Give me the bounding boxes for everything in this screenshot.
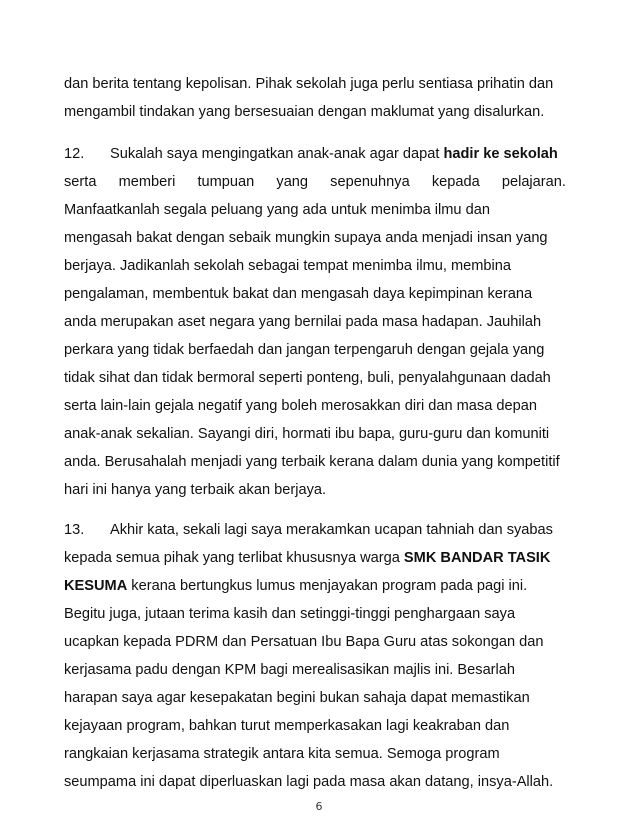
paragraph-13-line: kejayaan program, bahkan turut memperkasakan lagi keakraban dan [64, 718, 510, 734]
school-name-bold: SMK BANDAR TASIK [403, 550, 551, 566]
paragraph-12-line: mengasah bakat dengan sebaik mungkin supaya anda menjadi insan yang [64, 230, 548, 246]
text-line [64, 604, 566, 624]
text-line [64, 102, 566, 122]
word: pelajaran. [501, 174, 566, 190]
paragraph-12-line: berjaya. Jadikanlah sekolah sebagai tempat menimba ilmu, membina [64, 258, 511, 274]
word: yang [276, 174, 309, 190]
word: serta [64, 174, 97, 190]
text-line [64, 772, 566, 792]
page-number: 6 [315, 800, 323, 813]
paragraph-12-line: anak-anak sekalian. Sayangi diri, hormati ibu bapa, guru-guru dan komuniti [64, 426, 550, 442]
paragraph-12-line: anda merupakan aset negara yang bernilai pada masa hadapan. Jauhilah [64, 314, 542, 330]
text-line [64, 284, 566, 304]
paragraph-13-line: kerjasama padu dengan KPM bagi merealisasikan majlis ini. Besarlah [64, 662, 516, 678]
text-line [64, 716, 566, 736]
paragraph-13-line: ucapkan kepada PDRM dan Persatuan Ibu Bapa Guru atas sokongan dan [64, 634, 544, 650]
text-line [64, 688, 566, 708]
text-segment: Sukalah saya mengingatkan anak-anak agar dapat [110, 146, 444, 162]
text-line [64, 424, 566, 444]
word: sepenuhnya [330, 174, 410, 190]
text-line [64, 256, 566, 276]
paragraph-13-line: seumpama ini dapat diperluaskan lagi pada masa akan datang, insya-Allah. [64, 774, 554, 790]
school-name-bold: KESUMA [64, 578, 128, 594]
text-line [64, 312, 566, 332]
paragraph-number: 13. [64, 522, 85, 538]
text-line [64, 228, 566, 248]
paragraph-12-line: serta lain-lain gejala negatif yang boleh merosakkan diri dan masa depan [64, 398, 537, 414]
paragraph-12-line: Manfaatkanlah segala peluang yang ada untuk menimba ilmu dan [64, 202, 490, 218]
text-line [64, 744, 566, 764]
text-segment: kepada semua pihak yang terlibat khususnya warga [64, 550, 404, 566]
paragraph-13-line: harapan saya agar kesepakatan begini bukan sahaja dapat memastikan [64, 690, 530, 706]
paragraph-12-line: pengalaman, membentuk bakat dan mengasah daya kepimpinan kerana [64, 286, 533, 302]
paragraph-12-first-line [64, 144, 566, 164]
intro-line-1: dan berita tentang kepolisan. Pihak sekolah juga perlu sentiasa prihatin dan [64, 76, 554, 92]
paragraph-12-line: anda. Berusahalah menjadi yang terbaik kerana dalam dunia yang kompetitif [64, 454, 560, 470]
text-line [64, 452, 566, 472]
paragraph-number: 12. [64, 146, 85, 162]
text-line [64, 396, 566, 416]
paragraph-12-last-line: hari ini hanya yang terbaik akan berjaya. [64, 482, 327, 498]
paragraph-13-first-line [64, 520, 566, 540]
text-segment: kerana bertungkus lumus menjayakan program pada pagi ini. [127, 578, 528, 594]
text-line [64, 200, 566, 220]
paragraph-13-line: Begitu juga, jutaan terima kasih dan setinggi-tinggi penghargaan saya [64, 606, 516, 622]
word: kepada [431, 174, 480, 190]
word: memberi [118, 174, 176, 190]
text-segment: Akhir kata, sekali lagi saya merakamkan ucapan tahniah dan syabas [110, 522, 553, 538]
text-line [64, 480, 566, 500]
text-line [64, 74, 566, 94]
paragraph-12-line: tidak sihat dan tidak bermoral seperti ponteng, buli, penyalahgunaan dadah [64, 370, 551, 386]
text-line [64, 368, 566, 388]
text-line [64, 660, 566, 680]
bold-phrase: hadir ke sekolah [443, 146, 558, 162]
paragraph-13-line-2 [64, 548, 566, 568]
intro-line-2: mengambil tindakan yang bersesuaian dengan maklumat yang disalurkan. [64, 104, 545, 120]
paragraph-12-line: perkara yang tidak berfaedah dan jangan terpengaruh dengan gejala yang [64, 342, 545, 358]
text-line [64, 340, 566, 360]
paragraph-12-line-2 [64, 172, 566, 192]
paragraph-13-line: rangkaian kerjasama strategik antara kita semua. Semoga program [64, 746, 500, 762]
word: tumpuan [197, 174, 255, 190]
paragraph-13-line-3 [64, 576, 566, 596]
text-line [64, 632, 566, 652]
